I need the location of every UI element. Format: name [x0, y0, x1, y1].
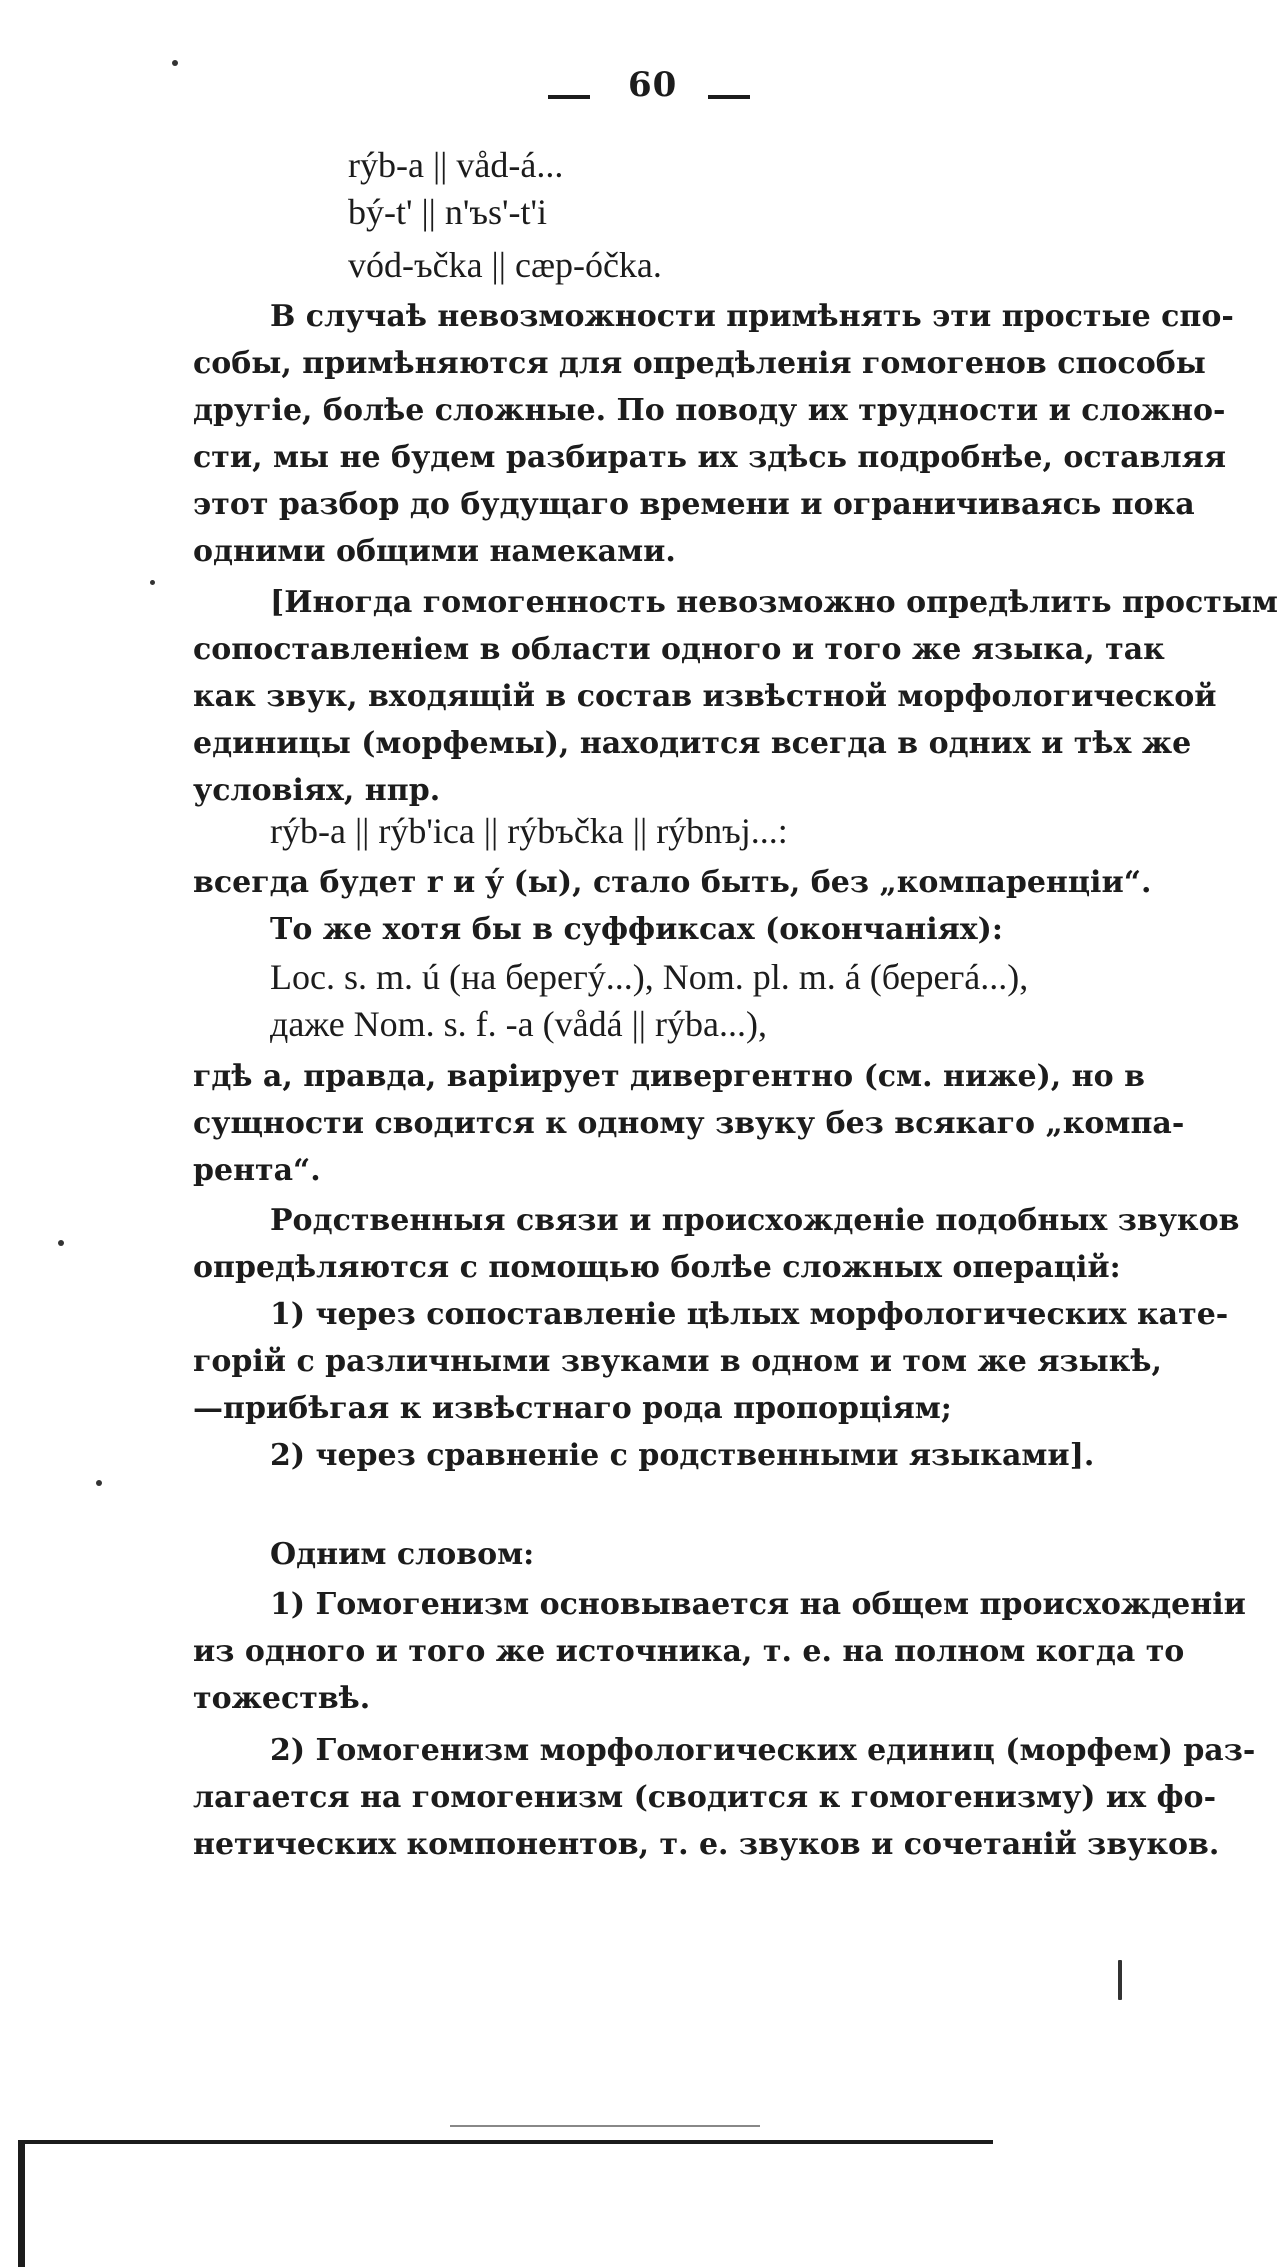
scan-speck — [58, 1240, 64, 1246]
text-line: гдѣ a, правда, варіирует дивергентно (см. ниже), но в — [193, 1059, 1145, 1094]
bottom-rule — [18, 2140, 993, 2144]
text-line: 2) через сравненіе с родственными языками]. — [270, 1438, 1095, 1473]
page-number-dash-left — [548, 95, 590, 99]
text-line: То же хотя бы в суффиксах (окончаніях): — [270, 912, 1003, 947]
inline-example-line: даже Nom. s. f. -a (vådá || rýba...), — [270, 1004, 767, 1044]
text-line: В случаѣ невозможности примѣнять эти простые спо- — [270, 299, 1234, 334]
text-line: из одного и того же источника, т. е. на полном когда то — [193, 1634, 1185, 1669]
text-line: условіях, нпр. — [193, 773, 441, 808]
text-line: Родственныя связи и происхожденіе подобных звуков — [270, 1203, 1240, 1238]
faint-rule — [450, 2125, 760, 2127]
example-line-3: vód-ъčka || cæp-óčka. — [348, 245, 662, 285]
text-line: горій с различными звуками в одном и том же языкѣ, — [193, 1344, 1162, 1379]
inline-example-line: Loc. s. m. ú (на берегý...), Nom. pl. m. á (берегá...), — [270, 957, 1029, 997]
inline-example-line: rýb-a || rýb'ica || rýbъčka || rýbnъj...: — [270, 811, 788, 851]
scan-speck — [96, 1480, 102, 1486]
scan-speck — [1118, 1960, 1122, 2000]
example-line-2: bý-t' || n'ъs'-t'i — [348, 192, 547, 232]
text-line: другіе, болѣе сложные. По поводу их трудности и сложно- — [193, 393, 1226, 428]
section-heading: Одним словом: — [270, 1537, 535, 1572]
text-line: сопоставленіем в области одного и того же языка, так — [193, 632, 1165, 667]
text-line: единицы (морфемы), находится всегда в одних и тѣх же — [193, 726, 1192, 761]
text-line: рента“. — [193, 1153, 321, 1188]
text-line: одними общими намеками. — [193, 534, 676, 569]
scan-speck — [172, 60, 178, 66]
text-line: этот разбор до будущаго времени и ограничиваясь пока — [193, 487, 1195, 522]
example-line-1: rýb-a || våd-á... — [348, 145, 564, 185]
text-line: тожествѣ. — [193, 1681, 371, 1716]
text-line: опредѣляются с помощью болѣе сложных операцій: — [193, 1250, 1121, 1285]
page-number-dash-right — [708, 95, 750, 99]
text-line: сти, мы не будем разбирать их здѣсь подробнѣе, оставляя — [193, 440, 1226, 475]
text-line: 2) Гомогенизм морфологических единиц (морфем) раз- — [270, 1733, 1256, 1768]
text-line: собы, примѣняются для опредѣленія гомогенов способы — [193, 346, 1206, 381]
text-line: всегда будет r и ý (ы), стало быть, без „компаренціи“. — [193, 865, 1152, 900]
text-line: —прибѣгая к извѣстнаго рода пропорціям; — [193, 1391, 952, 1426]
text-line: нетических компонентов, т. е. звуков и сочетаній звуков. — [193, 1827, 1220, 1862]
scan-speck — [150, 580, 155, 585]
text-line: [Иногда гомогенность невозможно опредѣлить простым — [270, 585, 1278, 620]
text-line: 1) Гомогенизм основывается на общем происхожденіи — [270, 1587, 1246, 1622]
page-number: 60 — [628, 65, 678, 105]
text-line: как звук, входящій в состав извѣстной морфологической — [193, 679, 1217, 714]
text-line: 1) через сопоставленіе цѣлых морфологических кате- — [270, 1297, 1229, 1332]
text-line: лагается на гомогенизм (сводится к гомогенизму) их фо- — [193, 1780, 1217, 1815]
text-line: сущности сводится к одному звуку без всякаго „компа- — [193, 1106, 1185, 1141]
left-edge-rule — [18, 2140, 25, 2267]
